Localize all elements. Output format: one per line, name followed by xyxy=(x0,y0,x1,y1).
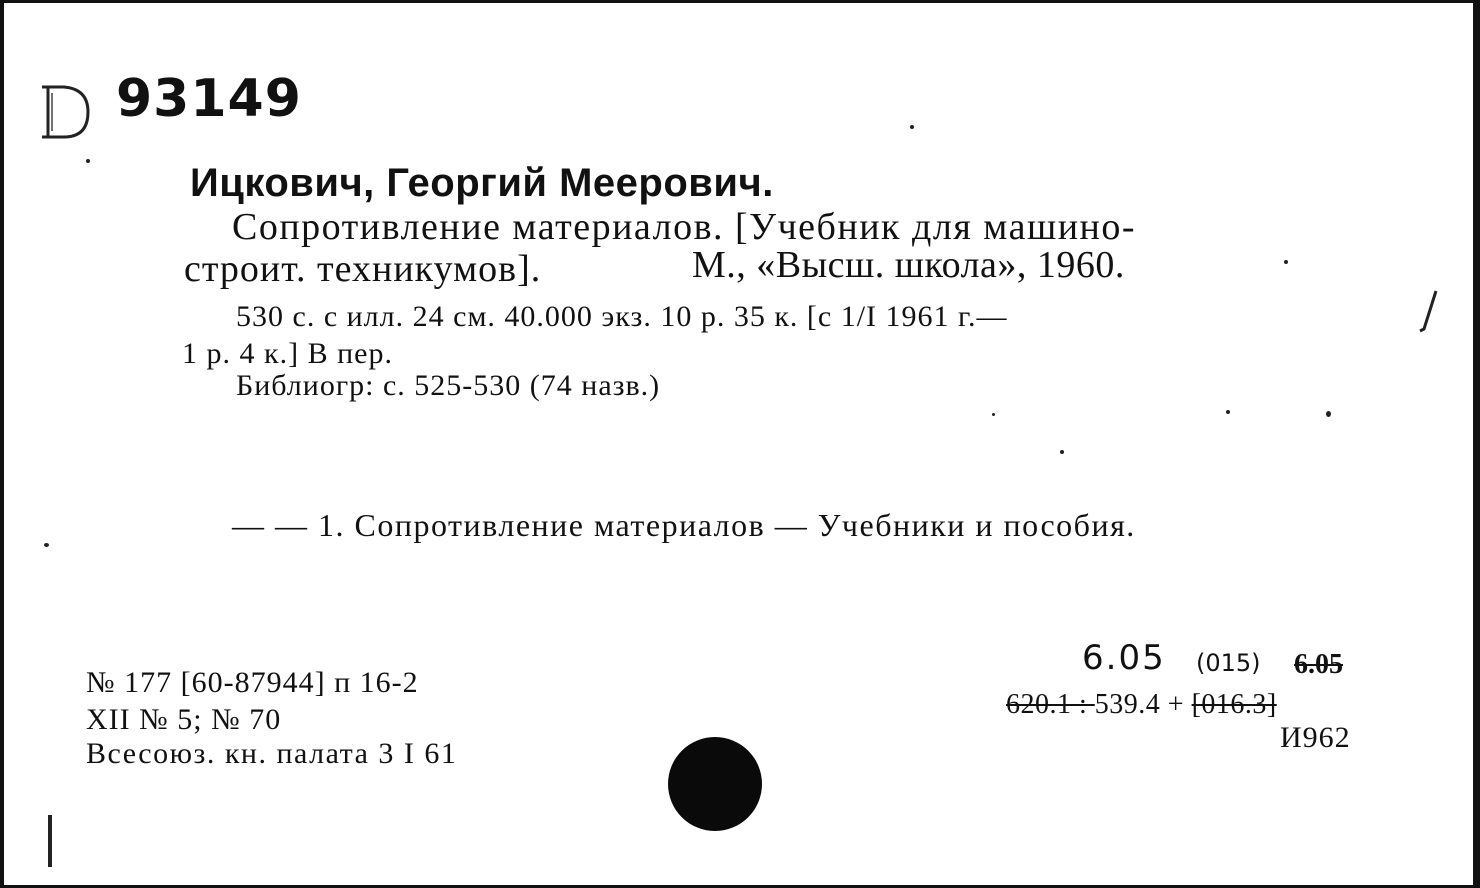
udc-line xyxy=(1006,691,1277,719)
chamber-line: Всесоюз. кн. палата 3 I 61 xyxy=(86,737,458,770)
speck xyxy=(1226,410,1230,414)
author-heading: Ицкович, Георгий Меерович. xyxy=(190,161,774,205)
register-line: XII № 5; № 70 xyxy=(86,703,282,736)
price-note: 1 р. 4 к.] В пер. xyxy=(182,337,393,370)
speck xyxy=(910,125,914,129)
udc-main: 539.4 + xyxy=(1094,689,1192,720)
subject-heading: — — 1. Сопротивление материалов — Учебники и пособия. xyxy=(232,507,1136,543)
card-number-line: № 177 [60-87944] п 16-2 xyxy=(86,666,419,699)
speck xyxy=(1326,411,1331,417)
bibliography-note: Библиогр: с. 525-530 (74 назв.) xyxy=(236,369,661,402)
punch-hole xyxy=(668,737,762,831)
speck xyxy=(44,543,49,547)
accession-number: 93149 xyxy=(116,69,302,129)
physical-description: 530 с. с илл. 24 см. 40.000 экз. 10 р. 35 к. [с 1/I 1961 г.— xyxy=(236,300,1008,333)
title-line-2a: строит. техникумов]. xyxy=(184,248,542,290)
handwritten-class: 6.05 xyxy=(1082,638,1166,678)
struck-class: 6.05 xyxy=(1294,649,1343,680)
speck xyxy=(992,413,995,416)
speck xyxy=(86,159,90,163)
udc-struck-b: [016.3] xyxy=(1191,689,1277,720)
imprint: М., «Высш. школа», 1960. xyxy=(692,244,1125,286)
d-stamp-icon xyxy=(38,79,92,143)
handwritten-paren: (015) xyxy=(1196,649,1261,677)
udc-struck-a: 620.1 : xyxy=(1006,689,1095,720)
pencil-mark-icon xyxy=(1418,289,1440,335)
speck xyxy=(1284,260,1288,264)
speck xyxy=(1060,450,1064,454)
cutter-number: И962 xyxy=(1280,721,1351,754)
title-line-1: Сопротивление материалов. [Учебник для машино- xyxy=(232,206,1137,248)
edge-mark xyxy=(48,815,52,867)
